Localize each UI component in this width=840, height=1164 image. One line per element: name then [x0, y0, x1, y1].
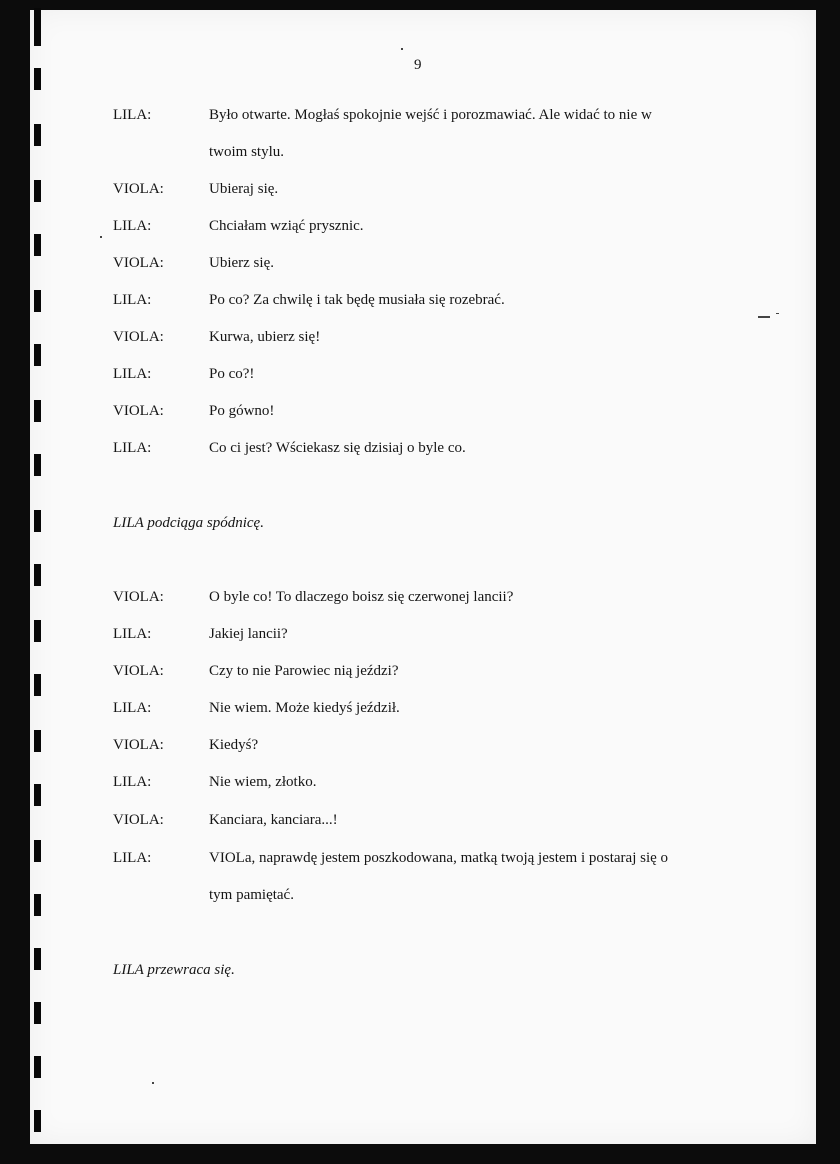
speech-line: Ubieraj się. — [209, 181, 279, 197]
scan-speck — [776, 313, 779, 314]
speech-line: Czy to nie Parowiec nią jeździ? — [209, 663, 399, 679]
speech-line: Po gówno! — [209, 403, 275, 419]
speech-line: Co ci jest? Wściekasz się dzisiaj o byle co. — [209, 440, 466, 456]
binding-hole — [34, 1056, 41, 1078]
binding-hole — [34, 894, 41, 916]
speech-line: Kurwa, ubierz się! — [209, 329, 321, 345]
speech-line: Jakiej lancii? — [209, 626, 288, 642]
speaker-label: LILA: — [113, 107, 152, 123]
binding-hole — [34, 620, 41, 642]
speaker-label: LILA: — [113, 366, 152, 382]
speaker-label: VIOLA: — [113, 403, 164, 419]
speech-line: Po co?! — [209, 366, 255, 382]
speech-line: O byle co! To dlaczego boisz się czerwonej lancii? — [209, 589, 514, 605]
speech-line: Nie wiem. Może kiedyś jeździł. — [209, 700, 400, 716]
speech-line: Chciałam wziąć prysznic. — [209, 218, 364, 234]
speaker-label: LILA: — [113, 626, 152, 642]
speaker-label: LILA: — [113, 774, 152, 790]
scan-speck — [152, 1082, 154, 1084]
speech-line: Kanciara, kanciara...! — [209, 812, 338, 828]
speech-line: tym pamiętać. — [209, 887, 294, 903]
speaker-label: VIOLA: — [113, 812, 164, 828]
speaker-label: VIOLA: — [113, 663, 164, 679]
speaker-label: VIOLA: — [113, 181, 164, 197]
binding-hole — [34, 1002, 41, 1024]
binding-hole — [34, 400, 41, 422]
speech-line: Nie wiem, złotko. — [209, 774, 317, 790]
speech-line: twoim stylu. — [209, 144, 285, 160]
speaker-label: VIOLA: — [113, 255, 164, 271]
speech-line: Ubierz się. — [209, 255, 274, 271]
speaker-label: LILA: — [113, 850, 152, 866]
binding-hole — [34, 124, 41, 146]
speech-line: Po co? Za chwilę i tak będę musiała się rozebrać. — [209, 292, 505, 308]
scan-speck — [100, 236, 102, 238]
binding-hole — [34, 8, 41, 46]
scan-speck — [758, 316, 770, 318]
speaker-label: LILA: — [113, 218, 152, 234]
binding-hole — [34, 674, 41, 696]
speaker-label: VIOLA: — [113, 329, 164, 345]
binding-hole — [34, 290, 41, 312]
binding-hole — [34, 68, 41, 90]
scan-speck — [401, 48, 403, 50]
speaker-label: VIOLA: — [113, 737, 164, 753]
binding-hole — [34, 948, 41, 970]
binding-hole — [34, 1110, 41, 1132]
speaker-label: VIOLA: — [113, 589, 164, 605]
speaker-label: LILA: — [113, 440, 152, 456]
binding-hole — [34, 234, 41, 256]
speech-line: Kiedyś? — [209, 737, 259, 753]
speech-line: VIOLa, naprawdę jestem poszkodowana, matką twoją jestem i postaraj się o — [209, 850, 669, 866]
stage-direction: LILA przewraca się. — [113, 962, 235, 978]
binding-hole — [34, 564, 41, 586]
binding-hole — [34, 344, 41, 366]
binding-hole — [34, 454, 41, 476]
binding-hole — [34, 510, 41, 532]
speech-line: Było otwarte. Mogłaś spokojnie wejść i porozmawiać. Ale widać to nie w — [209, 107, 652, 123]
binding-hole — [34, 784, 41, 806]
binding-hole — [34, 730, 41, 752]
stage-direction: LILA podciąga spódnicę. — [113, 515, 264, 531]
page-number: 9 — [414, 57, 422, 73]
speaker-label: LILA: — [113, 292, 152, 308]
speaker-label: LILA: — [113, 700, 152, 716]
binding-hole — [34, 180, 41, 202]
binding-hole — [34, 840, 41, 862]
